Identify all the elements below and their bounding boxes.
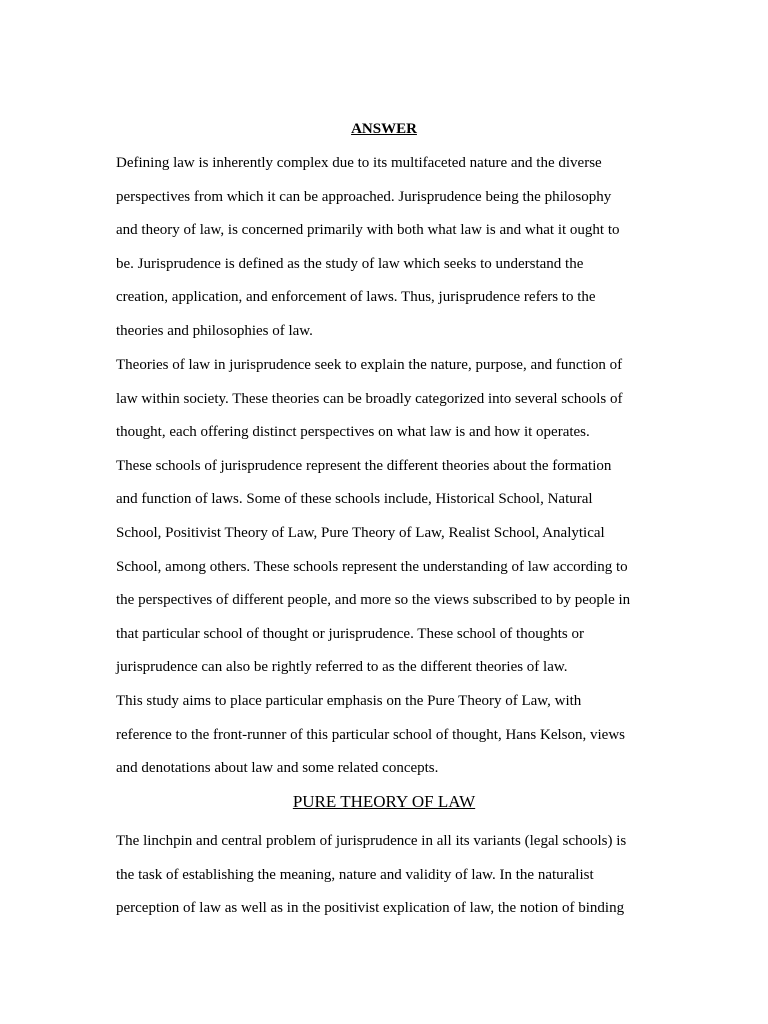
text-line: Theories of law in jurisprudence seek to explain the nature, purpose, and function of: [116, 357, 623, 373]
text-line: law within society. These theories can be broadly categorized into several schools of: [116, 390, 623, 407]
text-line: Defining law is inherently complex due to its multifaceted nature and the diverse: [116, 155, 602, 171]
text-line: This study aims to place particular emphasis on the Pure Theory of Law, with: [116, 693, 582, 709]
text-line: reference to the front-runner of this particular school of thought, Hans Kelson, views: [116, 726, 626, 743]
text-line: thought, each offering distinct perspectives on what law is and how it operates.: [116, 424, 590, 441]
text-line: School, among others. These schools represent the understanding of law according to: [116, 558, 628, 575]
text-line: jurisprudence can also be rightly referred to as the different theories of law.: [116, 659, 568, 676]
text-line: perspectives from which it can be approached. Jurisprudence being the philosophy: [116, 188, 612, 205]
text-line: the task of establishing the meaning, nature and validity of law. In the naturalist: [116, 866, 594, 883]
text-line: creation, application, and enforcement of laws. Thus, jurisprudence refers to the: [116, 289, 596, 306]
text-line: theories and philosophies of law.: [116, 322, 313, 339]
paragraph-theories-of-law: [116, 349, 676, 685]
text-line: that particular school of thought or jurisprudence. These school of thoughts or: [116, 625, 584, 642]
text-line: the perspectives of different people, and more so the views subscribed to by people in: [116, 592, 631, 609]
paragraph-linchpin: [116, 825, 676, 926]
paragraph-study-aims: [116, 685, 676, 786]
paragraph-defining-law: [116, 147, 676, 349]
text-line: perception of law as well as in the positivist explication of law, the notion of binding: [116, 900, 625, 917]
answer-heading: ANSWER: [351, 121, 417, 137]
text-line: These schools of jurisprudence represent the different theories about the formation: [116, 457, 612, 474]
text-line: and denotations about law and some related concepts.: [116, 760, 439, 777]
text-line: be. Jurisprudence is defined as the study of law which seeks to understand the: [116, 255, 584, 272]
text-line: and function of laws. Some of these schools include, Historical School, Natural: [116, 491, 593, 508]
text-line: School, Positivist Theory of Law, Pure Theory of Law, Realist School, Analytical: [116, 524, 605, 541]
text-line: The linchpin and central problem of jurisprudence in all its variants (legal schools) is: [116, 833, 627, 849]
text-line: and theory of law, is concerned primarily with both what law is and what it ought to: [116, 222, 620, 239]
pure-theory-heading: PURE THEORY OF LAW: [292, 792, 476, 811]
